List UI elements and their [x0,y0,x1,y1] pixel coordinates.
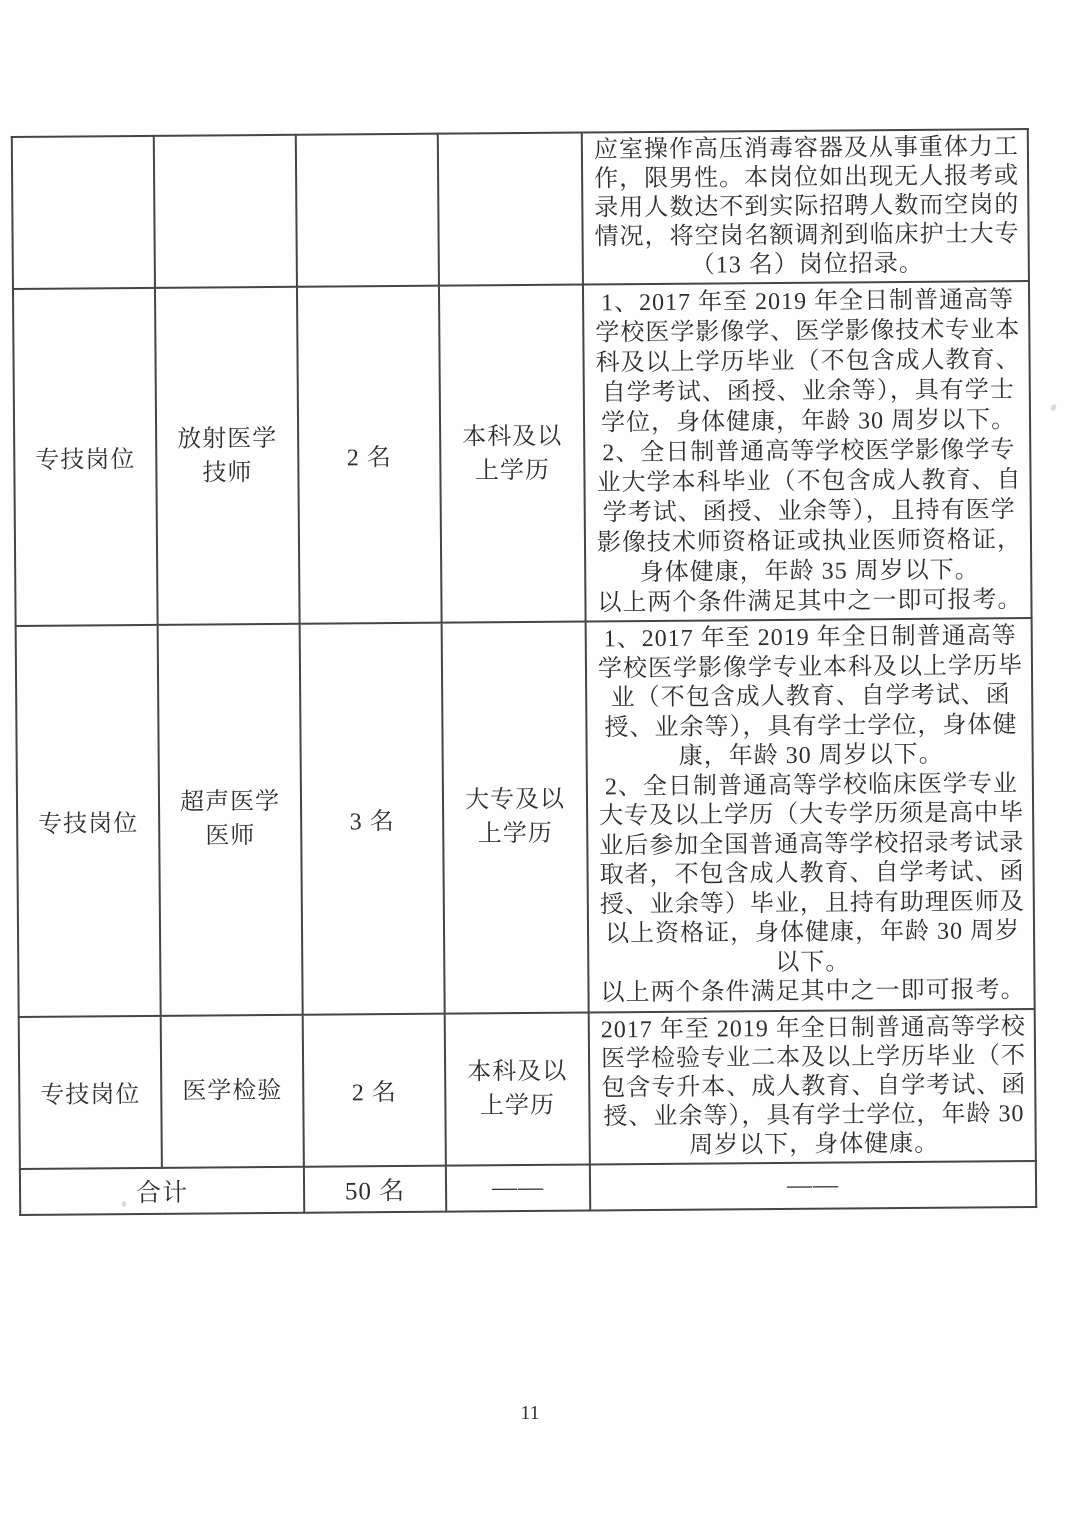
requirements-cell [582,129,1029,284]
requirement-paragraph: 以上两个条件满足其中之一即可报考。 [600,977,1026,1007]
table-row-ultrasound-physician [16,618,1035,1016]
position-cell [161,1014,304,1167]
table-row-total [20,1160,1036,1214]
table-row-radiology-technician [13,281,1032,626]
position-cell [155,287,300,625]
page-number: 11 [520,1402,540,1424]
category-cell: 专技岗位 [13,288,158,626]
requirement-paragraph: 1、2017 年至 2019 年全日制普通高等学校医学影像学、医学影像技术专业本科及以上学历毕业（不包含成人教育、自学考试、函授、业余等），具有学士学位，身体健康，年龄 30 周岁以下。 [595,287,1021,437]
category-cell: 专技岗位 [19,1015,162,1168]
count-cell: 3 名 [300,623,445,1015]
education-cell [442,622,589,1014]
requirements-cell [586,618,1035,1012]
education-cell [439,285,586,623]
requirement-paragraph: 2017 年至 2019 年全日制普通高等学校医学检验专业二本及以上学历毕业（不包含专升本、成人教育、自学考试、函授、业余等），具有学士学位，年龄 30 周岁以下，身体健康。 [600,1013,1027,1159]
position-label: 超声医学医师 [179,789,281,850]
requirement-paragraph: 2、全日制普通高等学校医学影像学专业大学本科毕业（不包含成人教育、自学考试、函授、业余等），且持有医学影像技术师资格证或执业医师资格证，身体健康，年龄 35 周岁以下。 [596,437,1023,587]
total-count-cell: 50 名 [304,1165,446,1212]
education-label: 本科及以上学历 [462,423,563,484]
scan-artifact-speck [122,1201,126,1207]
table-row-medical-laboratory [19,1008,1036,1168]
requirements-cell [583,281,1032,621]
category-cell [12,136,155,289]
requirements-cell [589,1008,1036,1163]
scan-artifact-speck [1050,403,1057,411]
education-label: 大专及以上学历 [464,786,566,848]
total-requirements-dash: —— [590,1160,1036,1210]
total-education-dash: —— [446,1164,590,1211]
requirement-paragraph: 1、2017 年至 2019 年全日制普通高等学校医学影像学专业本科及以上学历毕业（不包含成人教育、自学考试、函授、业余等），具有学士学位，身体健康，年龄 30 周岁以下。 [597,623,1024,770]
total-label-cell: 合计 [20,1166,304,1214]
position-cell [154,135,297,288]
table-row-continuation [12,129,1029,289]
education-cell [438,133,583,286]
count-cell [296,134,439,287]
requirement-paragraph: 以上两个条件满足其中之一即可报考。 [597,587,1023,617]
position-label: 放射医学技师 [177,425,278,487]
requirement-paragraph: 应室操作高压消毒容器及从事重体力工作，限男性。本岗位如出现无人报考或录用人数达不到实际招聘人数而空岗的情况，将空岗名额调剂到临床护士大专（13 名）岗位招录。 [593,134,1020,279]
recruitment-table [11,128,1037,1215]
position-cell [158,624,303,1016]
count-cell: 2 名 [297,286,442,624]
count-cell: 2 名 [303,1013,446,1166]
position-label: 医学检验 [182,1077,283,1105]
education-cell [445,1012,590,1165]
education-label: 本科及以上学历 [467,1058,568,1119]
requirement-paragraph: 2、全日制普通高等学校临床医学专业大专及以上学历（大专学历须是高中毕业后参加全国普通高等学校招录考试录取者，不包含成人教育、自学考试、函授、业余等）毕业，且持有助理医师及以上资格证，身体健康，年龄 30 周岁以下。 [599,770,1025,976]
category-cell: 专技岗位 [16,625,161,1017]
